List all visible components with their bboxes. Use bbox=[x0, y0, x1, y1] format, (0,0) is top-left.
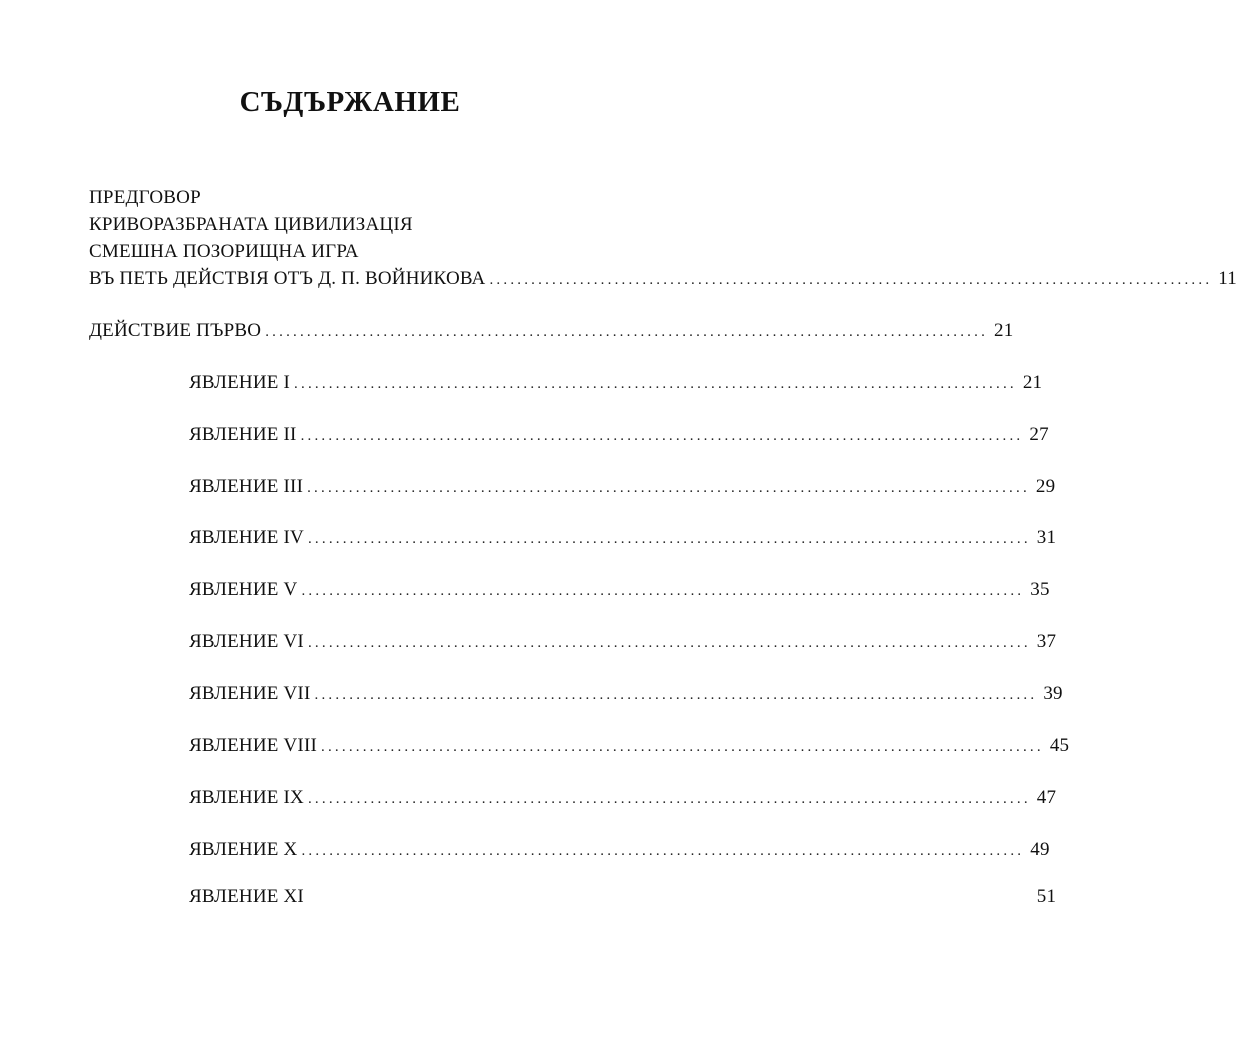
toc-intro-line: КРИВОРАЗБРАНАТА ЦИВИЛИЗАЦІЯ bbox=[89, 214, 413, 235]
toc-entry[interactable] bbox=[189, 370, 1043, 397]
dot-leader: ........................................................................................................ bbox=[300, 428, 1024, 444]
toc-entry[interactable] bbox=[89, 266, 1237, 293]
toc-entry[interactable] bbox=[189, 884, 1057, 911]
toc-entry-label: ЯВЛЕНИЕ II bbox=[189, 424, 297, 445]
toc-entry[interactable] bbox=[189, 422, 1049, 449]
dot-leader: ........................................................................................................ bbox=[307, 791, 1031, 807]
toc-entry-label: ЯВЛЕНИЕ XI bbox=[189, 886, 304, 907]
toc-entry-label: ЯВЛЕНИЕ V bbox=[189, 579, 298, 600]
toc-page-number: 35 bbox=[1030, 579, 1050, 600]
dot-leader: ........................................................................................................ bbox=[489, 272, 1213, 288]
toc-page-number: 37 bbox=[1036, 631, 1057, 652]
toc-page-number: 47 bbox=[1036, 787, 1057, 808]
dot-leader: ........................................................................................................ bbox=[307, 531, 1031, 547]
toc-entry[interactable] bbox=[189, 733, 1070, 760]
toc-intro-line: ПРЕДГОВОР bbox=[89, 187, 201, 208]
toc-page-number: 45 bbox=[1049, 735, 1070, 756]
toc-page-number: 21 bbox=[1022, 372, 1043, 393]
toc-page-number: 21 bbox=[994, 320, 1014, 341]
dot-leader: ........................................................................................................ bbox=[265, 324, 989, 340]
dot-leader: ........................................................................................................ bbox=[294, 376, 1017, 392]
toc-page-number: 11 bbox=[1218, 268, 1237, 289]
toc-entry-label: ЯВЛЕНИЕ X bbox=[189, 839, 298, 860]
toc-entry-label: ЯВЛЕНИЕ VII bbox=[189, 683, 311, 704]
dot-leader: ........................................................................................................ bbox=[307, 480, 1030, 496]
toc-page-number: 31 bbox=[1036, 527, 1057, 548]
toc-entry-label: ЯВЛЕНИЕ III bbox=[189, 476, 304, 497]
toc-entry-label: ЯВЛЕНИЕ IX bbox=[189, 787, 304, 808]
toc-entry[interactable] bbox=[189, 837, 1050, 864]
dot-leader: ........................................................................................................ bbox=[301, 843, 1025, 859]
toc-page-number: 29 bbox=[1035, 476, 1056, 497]
dot-leader: ........................................................................................................ bbox=[314, 687, 1038, 703]
toc-page-number: 39 bbox=[1043, 683, 1063, 704]
dot-leader: ........................................................................................................ bbox=[307, 635, 1031, 651]
toc-entry[interactable] bbox=[189, 525, 1057, 552]
toc-entry-label: ЯВЛЕНИЕ I bbox=[189, 372, 291, 393]
toc-page-number: 51 bbox=[1036, 886, 1057, 907]
toc-entry[interactable] bbox=[189, 785, 1057, 812]
toc-entry-label: ЯВЛЕНИЕ VIII bbox=[189, 735, 318, 756]
dot-leader: ........................................................................................................ bbox=[321, 739, 1044, 755]
toc-entry-label: ВЪ ПЕТЬ ДЕЙСТВІЯ ОТЪ Д. П. ВОЙНИКОВА bbox=[89, 268, 486, 289]
toc-entry-label: ДЕЙСТВИЕ ПЪРВО bbox=[89, 320, 262, 341]
toc-page-number: 49 bbox=[1030, 839, 1050, 860]
page-title: СЪДЪРЖАНИЕ bbox=[239, 86, 461, 118]
toc-entry[interactable] bbox=[189, 681, 1063, 708]
toc-entry[interactable] bbox=[89, 318, 1014, 345]
toc-entry[interactable] bbox=[189, 577, 1050, 604]
toc-page-number: 27 bbox=[1029, 424, 1049, 445]
toc-entry-label: ЯВЛЕНИЕ IV bbox=[189, 527, 304, 548]
toc-intro-line: СМЕШНА ПОЗОРИЩНА ИГРА bbox=[89, 241, 359, 262]
toc-entry-label: ЯВЛЕНИЕ VI bbox=[189, 631, 304, 652]
toc-entry[interactable] bbox=[189, 629, 1057, 656]
toc-entry[interactable] bbox=[189, 474, 1056, 501]
dot-leader: ........................................................................................................ bbox=[301, 583, 1025, 599]
